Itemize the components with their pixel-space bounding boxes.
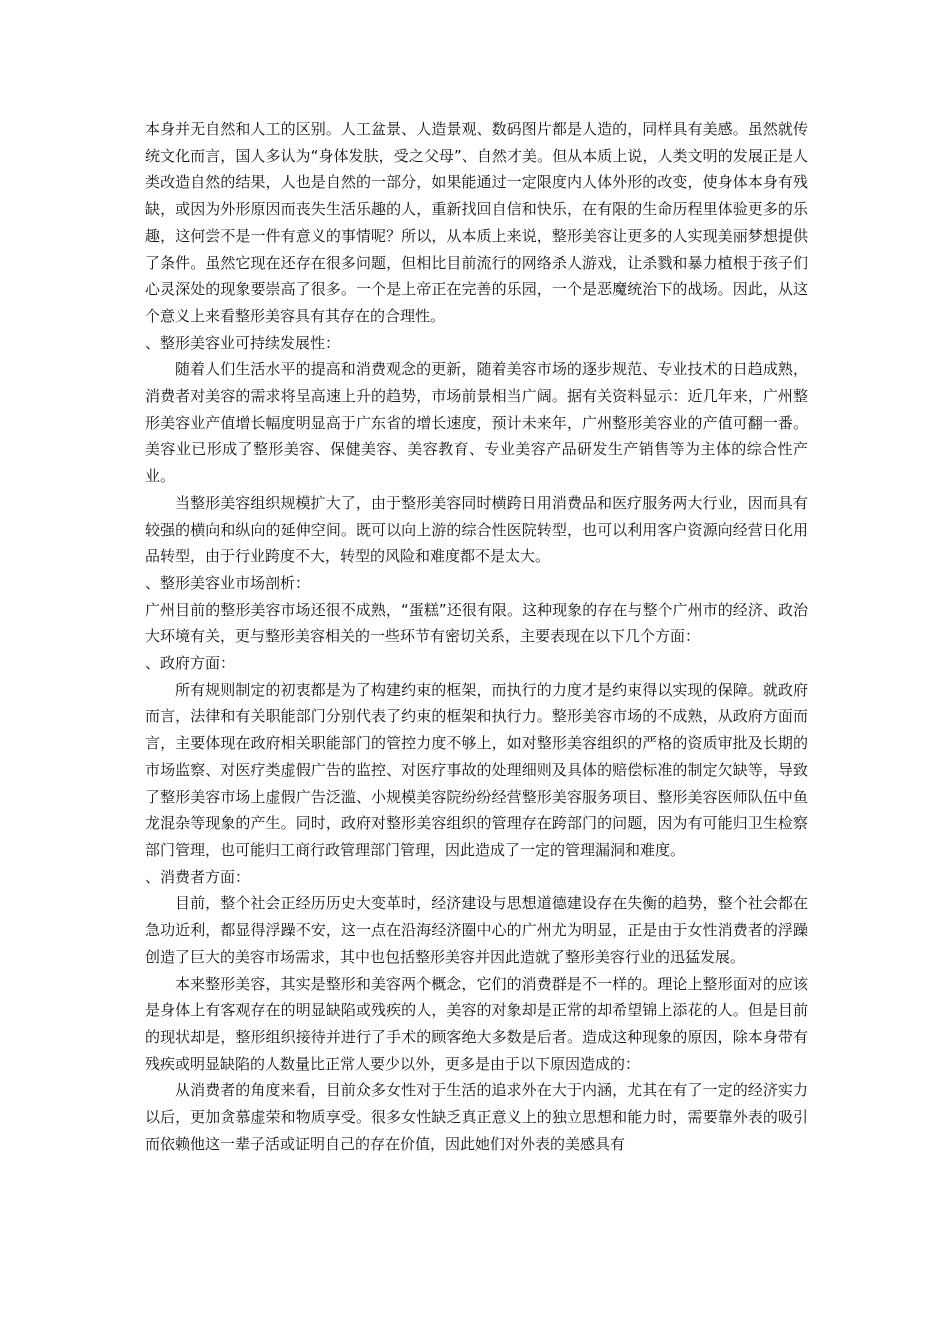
paragraph-market-outlook: 随着人们生活水平的提高和消费观念的更新，随着美容市场的逐步规范、专业技术的日趋成熟，消费者对美容的需求将呈高速上升的趋势，市场前景相当广阔。据有关资料显示：近几年来，广州整形美容业产值增长幅度明显高于广东省的增长速度，预计未来年，广州整形美容业的产值可翻一番。美容业已形成了整形美容、保健美容、美容教育、专业美容产品研发生产销售等为主体的综合性产业。: [145, 360, 808, 486]
section-heading-consumers: 、消费者方面：: [145, 867, 251, 886]
paragraph-government: 所有规则制定的初衷都是为了构建约束的框架，而执行的力度才是约束得以实现的保障。就政府而言，法律和有关职能部门分别代表了约束的框架和执行力。整形美容市场的不成熟，从政府方面而言，主要体现在政府相关职能部门的管控力度不够上，如对整形美容组织的严格的资质审批及长期的市场监察、对医疗类虚假广告的监控、对医疗事故的处理细则及具体的赔偿标准的制定欠缺等，导致了整形美容市场上虚假广告泛滥、小规模美容院纷纷经营整形美容服务项目、整形美容医师队伍中鱼龙混杂等现象的产生。同时，政府对整形美容组织的管理存在跨部门的问题，因为有可能归卫生检察部门管理，也可能归工商行政管理部门管理，因此造成了一定的管理漏洞和难度。: [145, 680, 808, 859]
section-heading-sustainability: 、整形美容业可持续发展性：: [145, 333, 341, 352]
document-page: [145, 116, 808, 1157]
section-heading-government: 、政府方面：: [145, 654, 236, 673]
paragraph-society: 目前，整个社会正经历历史大变革时，经济建设与思想道德建设存在失衡的趋势，整个社会都在急功近利，都显得浮躁不安，这一点在沿海经济圈中心的广州尤为明显，正是由于女性消费者的浮躁创造了巨大的美容市场需求，其中也包括整形美容并因此造就了整形美容行业的迅猛发展。: [145, 894, 808, 966]
paragraph-concepts: 本来整形美容，其实是整形和美容两个概念，它们的消费群是不一样的。理论上整形面对的应该是身体上有客观存在的明显缺陷或残疾的人，美容的对象却是正常的却希望锦上添花的人。但是目前的现状却是，整形组织接待并进行了手术的顾客绝大多数是后者。造成这种现象的原因，除本身带有残疾或明显缺陷的人数量比正常人要少以外，更多是由于以下原因造成的：: [145, 974, 808, 1073]
paragraph-expansion: 当整形美容组织规模扩大了，由于整形美容同时横跨日用消费品和医疗服务两大行业，因而具有较强的横向和纵向的延伸空间。既可以向上游的综合性医院转型，也可以利用客户资源向经营日化用品转型，由于行业跨度不大，转型的风险和难度都不是太大。: [145, 493, 808, 566]
paragraph-market-immaturity: 广州目前的整形美容市场还很不成熟，“蛋糕”还很有限。这种现象的存在与整个广州市的经济、政治大环境有关，更与整形美容相关的一些环节有密切关系，主要表现在以下几个方面：: [145, 600, 808, 646]
paragraph-consumer-perspective: 从消费者的角度来看，目前众多女性对于生活的追求外在大于内涵，尤其在有了一定的经济实力以后，更加贪慕虚荣和物质享受。很多女性缺乏真正意义上的独立思想和能力时，需要靠外表的吸引而依赖他这一辈子活或证明自己的存在价值，因此她们对外表的美感具有: [145, 1081, 808, 1153]
paragraph-intro: 本身并无自然和人工的区别。人工盆景、人造景观、数码图片都是人造的，同样具有美感。虽然就传统文化而言，国人多认为“身体发肤，受之父母”、自然才美。但从本质上说，人类文明的发展正是人类改造自然的结果，人也是自然的一部分，如果能通过一定限度内人体外形的改变，使身体本身有残缺，或因为外形原因而丧失生活乐趣的人，重新找回自信和快乐，在有限的生命历程里体验更多的乐趣，这何尝不是一件有意义的事情呢？所以，从本质上来说，整形美容让更多的人实现美丽梦想提供了条件。虽然它现在还存在很多问题，但相比目前流行的网络杀人游戏，让杀戮和暴力植根于孩子们心灵深处的现象要崇高了很多。一个是上帝正在完善的乐园，一个是恶魔统治下的战场。因此，从这个意义上来看整形美容具有其存在的合理性。: [145, 120, 808, 325]
section-heading-market-analysis: 、整形美容业市场剖析：: [145, 573, 311, 592]
